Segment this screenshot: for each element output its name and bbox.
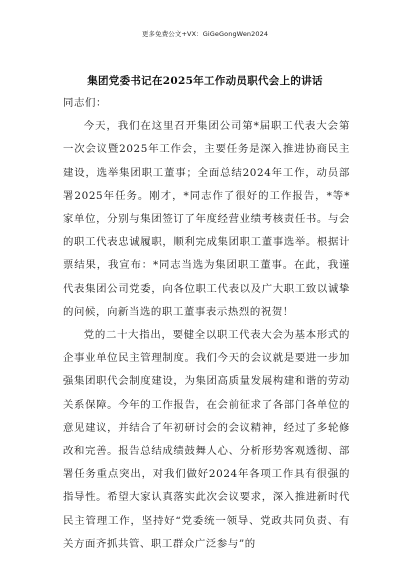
document-body	[63, 92, 350, 556]
paragraph: 今天，我们在这里召开集团公司第*届职工代表大会第一次会议暨2025年工作会，主要任务是深入推进协商民主建设，选举集团职工董事；全面总结2024年工作，动员部署2025年任务。刚才，*同志作了很好的工作报告，*等*家单位，分别与集团签订了年度经营业绩考核责任书。与会的职工代表忠诚履职，顺利完成集团职工董事选举。根据计票结果，我宣布：*同志当选为集团职工董事。在此，我谨代表集团公司党委，向各位职工代表以及广大职工致以诚挚的问候，向新当选的职工董事表示热烈的祝贺！	[63, 120, 350, 318]
salutation: 同志们：	[63, 97, 107, 109]
header-note: 更多免费公文+VX：GiGeGongWen2024	[141, 30, 269, 38]
paragraph: 党的二十大指出，要健全以职工代表大会为基本形式的企事业单位民主管理制度。我们今天的会议就是要进一步加强集团职代会制度建设，为集团高质量发展构建和谐的劳动关系保障。今年的工作报告，在会前征求了各部门各单位的意见建议，并结合了年初研讨会的会议精神，经过了多轮修改和完善。报告总结成绩鼓舞人心、分析形势客观透彻、部署任务重点突出，对我们做好2024年各项工作具有很强的指导性。希望大家认真落实此次会议要求，深入推进新时代民主管理工作，坚持好“党委统一领导、党政共同负责、有关方面齐抓共管、职工群众广泛参与”的	[63, 329, 350, 550]
document-title: 集团党委书记在2025年工作动员职代会上的讲话	[87, 75, 323, 87]
